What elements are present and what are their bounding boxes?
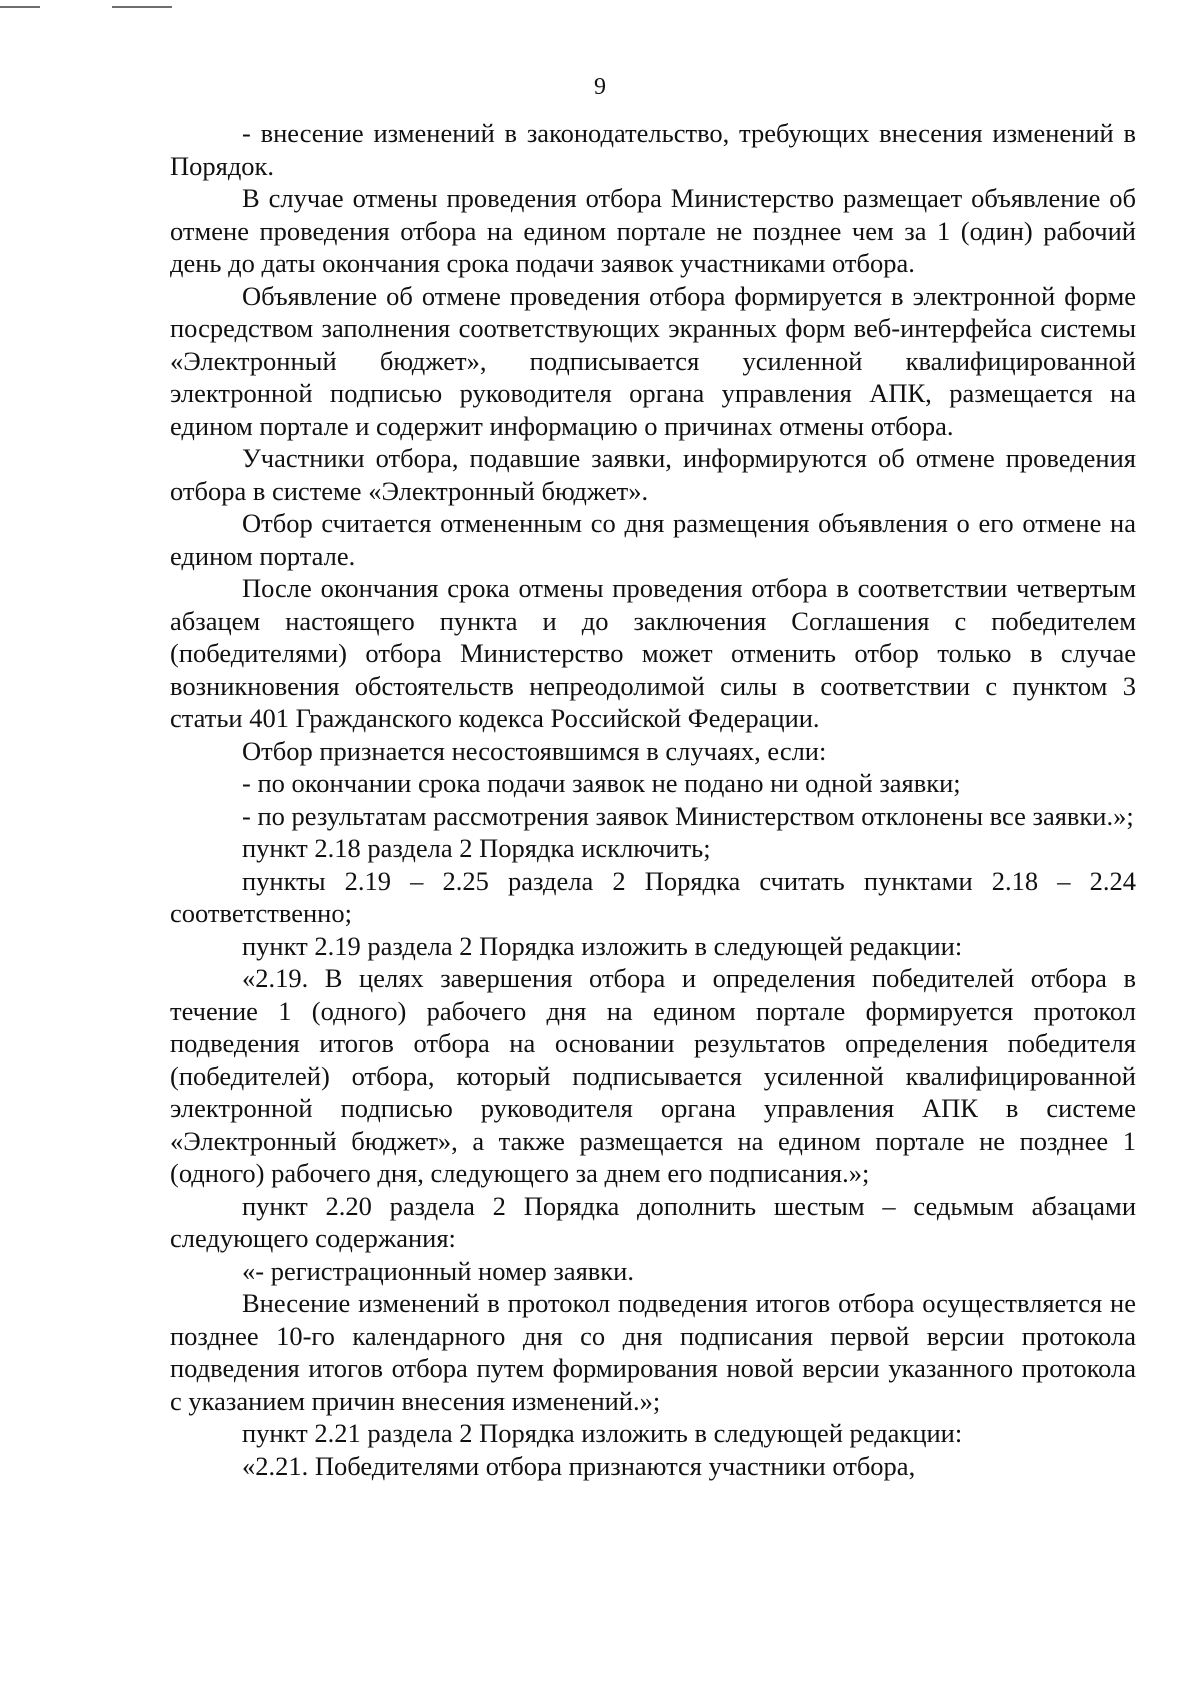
paragraph: «2.19. В целях завершения отбора и определения победителей отбора в течение 1 (одного) рабочего дня на едином портале формируется протокол подведения итогов отбора на основании результатов определения победителя (победителей) отбора, который подписывается усиленной квалифицированной электронной подписью руководителя органа управления АПК в системе «Электронный бюджет», а также размещается на едином портале не позднее 1 (одного) рабочего дня, следующего за днем его подписания.»; bbox=[170, 963, 1136, 1188]
paragraph: - по окончании срока подачи заявок не подано ни одной заявки; bbox=[242, 768, 961, 798]
paragraph: Отбор считается отмененным со дня размещения объявления о его отмене на едином портале. bbox=[170, 508, 1136, 571]
paragraph: Внесение изменений в протокол подведения итогов отбора осуществляется не позднее 10-го календарного дня со дня подписания первой версии протокола подведения итогов отбора путем формирования новой версии указанного протокола с указанием причин внесения изменений.»; bbox=[170, 1288, 1136, 1416]
scan-edge-mark bbox=[0, 6, 40, 8]
paragraph: «- регистрационный номер заявки. bbox=[242, 1255, 634, 1286]
paragraph: пункт 2.19 раздела 2 Порядка изложить в следующей редакции: bbox=[242, 930, 963, 961]
paragraph: Участники отбора, подавшие заявки, информируются об отмене проведения отбора в системе «Электронный бюджет». bbox=[170, 443, 1136, 506]
paragraph: Отбор признается несостоявшимся в случаях, если: bbox=[242, 735, 827, 766]
paragraph: В случае отмены проведения отбора Министерство размещает объявление об отмене проведения отбора на едином портале не позднее чем за 1 (один) рабочий день до даты окончания срока подачи заявок участниками отбора. bbox=[170, 183, 1136, 278]
paragraph: пункт 2.18 раздела 2 Порядка исключить; bbox=[242, 833, 711, 863]
paragraph: пункт 2.21 раздела 2 Порядка изложить в следующей редакции: bbox=[242, 1418, 963, 1448]
paragraph: пункты 2.19 – 2.25 раздела 2 Порядка считать пунктами 2.18 – 2.24 соответственно; bbox=[170, 865, 1136, 928]
scan-edge-mark bbox=[112, 6, 172, 8]
paragraph: - по результатам рассмотрения заявок Министерством отклонены все заявки.»; bbox=[242, 800, 1134, 831]
document-body bbox=[170, 117, 1136, 1482]
paragraph: После окончания срока отмены проведения отбора в соответствии четвертым абзацем настоящего пункта и до заключения Соглашения с победителем (победителями) отбора Министерство может отменить отбор только в случае возникновения обстоятельств непреодолимой силы в соответствии с пунктом 3 статьи 401 Гражданского кодекса Российской Федерации. bbox=[170, 573, 1136, 733]
paragraph: Объявление об отмене проведения отбора формируется в электронной форме посредством заполнения соответствующих экранных форм веб-интерфейса системы «Электронный бюджет», подписывается усиленной квалифицированной электронной подписью руководителя органа управления АПК, размещается на едином портале и содержит информацию о причинах отмены отбора. bbox=[170, 280, 1136, 441]
page-number: 9 bbox=[594, 74, 606, 100]
paragraph: пункт 2.20 раздела 2 Порядка дополнить шестым – седьмым абзацами следующего содержания: bbox=[170, 1190, 1136, 1253]
paragraph: - внесение изменений в законодательство, требующих внесения изменений в Порядок. bbox=[170, 118, 1136, 181]
paragraph: «2.21. Победителями отбора признаются участники отбора, bbox=[242, 1450, 916, 1481]
